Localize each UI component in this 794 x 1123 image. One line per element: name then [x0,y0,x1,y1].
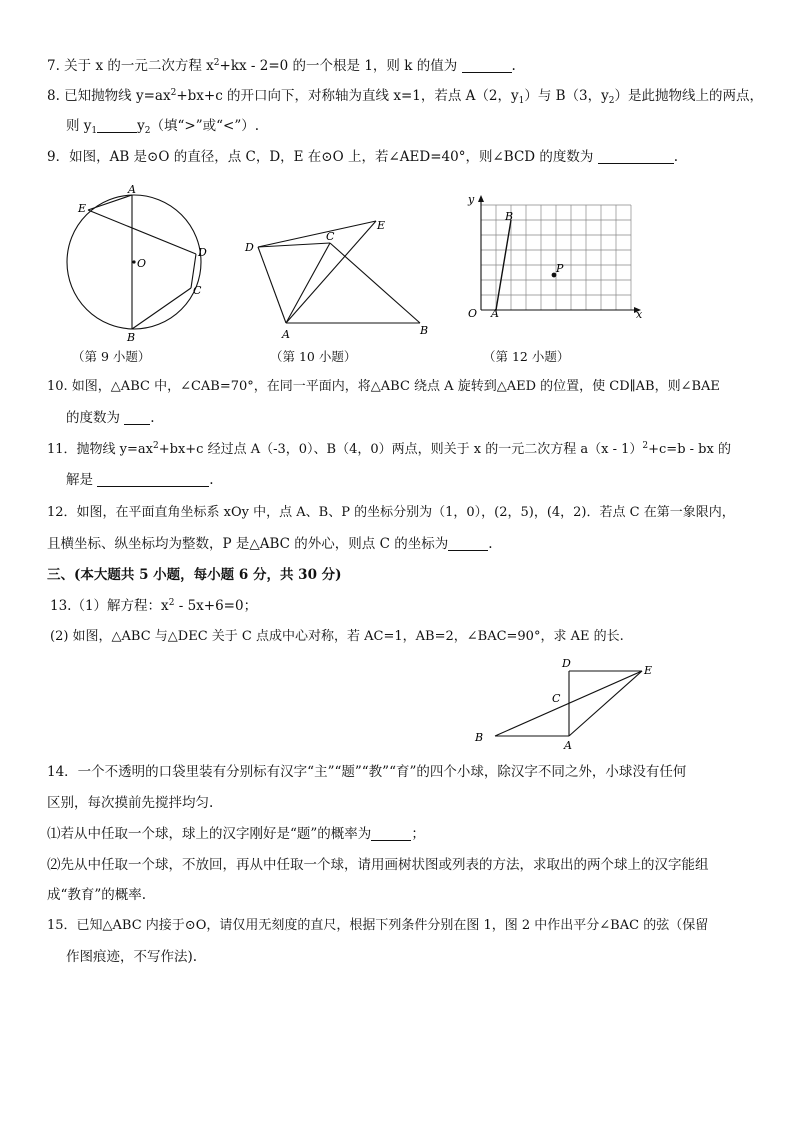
fig12-label-p: P [556,262,564,275]
fig10-label-d: D [245,241,254,254]
question-15-line-2: 作图痕迹，不写作法). [66,949,198,965]
fig13-label-b: B [475,731,484,744]
figure-9-circle [58,180,218,345]
fig10-label-a: A [282,328,290,341]
grid-lines [481,205,631,310]
fig13-label-d: D [562,657,571,670]
question-12-line-2: 且横坐标、纵坐标均为整数，P 是△ABC 的外心，则点 C 的坐标为 . [47,536,493,552]
question-11-line-1: 11．抛物线 $y=ax^2+bx+c$ 经过点 A（-3，0）、B（4，0）两点，则关于 x 的一元二次方程 a（x - 1）$^2$+c=b - bx 的 [47,441,731,457]
question-14-line-5: 成“教育”的概率. [47,887,147,903]
fig9-label-e: E [78,202,87,215]
question-13-line-1: 13.（1）解方程：$x^2 - 5x+6=0$； [50,598,258,614]
figure-13-symmetry [470,652,660,752]
answer-blank-10[interactable] [124,410,150,425]
fig9-label-d: D [198,246,207,259]
answer-blank-12[interactable] [448,536,488,551]
answer-blank-8[interactable] [97,118,137,133]
question-8-line-1: 8. 已知抛物线 $y=ax^2+bx+c$ 的开口向下，对称轴为直线 x=1，若点 A（2，$y_1$）与 B（3，$y_2$）是此抛物线上的两点， [47,88,764,106]
question-11-line-2: 解是 . [66,472,214,488]
question-14-line-1: 14．一个不透明的口袋里装有分别标有汉字“主”“题”“教”“育”的四个小球，除汉字不同之外，小球没有任何 [47,764,687,780]
caption-fig9: （第 9 小题） [72,349,151,364]
question-8-line-2: 则 $y_1$ $y_2$（填“>”或“<”）. [66,118,260,136]
question-10-line-2: 的度数为 . [66,410,155,426]
fig10-label-c: C [326,230,335,243]
caption-fig12: （第 12 小题） [483,349,570,364]
fig13-label-c: C [552,692,561,705]
question-14-line-4: ⑵先从中任取一个球，不放回，再从中任取一个球，请用画树状图或列表的方法，求取出的两个球上的汉字能组 [47,857,709,873]
fig13-label-a: A [564,739,572,752]
fig9-label-c: C [193,284,202,297]
answer-blank-14[interactable] [371,826,411,841]
caption-fig10: （第 10 小题） [270,349,357,364]
fig10-label-e: E [377,219,386,232]
question-14-line-3: ⑴若从中任取一个球，球上的汉字刚好是“题”的概率为 ； [47,826,425,842]
fig12-label-x: x [636,308,643,321]
section-3-heading: 三、(本大题共 5 小题，每小题 6 分，共 30 分) [47,567,342,583]
fig12-label-b: B [505,210,514,223]
figure-10-rotation [240,212,440,342]
question-12-line-1: 12．如图，在平面直角坐标系 xOy 中，点 A、B、P 的坐标分别为（1，0），(2，5)，(4，2)．若点 C 在第一象限内， [47,505,735,520]
answer-blank-9[interactable] [598,149,674,164]
fig9-label-b: B [127,331,136,344]
question-15-line-1: 15．已知△ABC 内接于⊙O，请仅用无刻度的直尺，根据下列条件分别在图 1，图 2 中作出平分∠BAC 的弦（保留 [47,918,709,933]
fig12-label-y: y [468,193,475,206]
fig9-label-o: O [137,257,147,270]
question-10-line-1: 10. 如图，△ABC 中，∠CAB=70°，在同一平面内，将△ABC 绕点 A 旋转到△AED 的位置，使 CD∥AB，则∠BAE [47,379,720,394]
question-14-line-2: 区别，每次摸前先搅拌均匀. [47,795,214,811]
question-9: 9．如图，AB 是⊙O 的直径，点 C，D，E 在⊙O 上，若∠AED=40°，则∠BCD 的度数为 . [47,149,678,165]
fig12-label-a: A [491,307,499,320]
fig9-label-a: A [128,183,136,196]
fig10-label-b: B [420,324,429,337]
answer-blank-11[interactable] [97,472,209,487]
answer-blank-7[interactable] [462,58,512,73]
fig12-label-o: O [468,307,478,320]
question-7: 7. 关于 x 的一元二次方程 $x^2+kx - 2=0$ 的一个根是 1，则 k 的值为 . [47,58,516,74]
figure-12-grid [458,192,648,324]
fig13-label-e: E [644,664,653,677]
question-13-line-2: (2) 如图，△ABC 与△DEC 关于 C 点成中心对称，若 AC=1，AB=2，∠BAC=90°，求 AE 的长. [50,629,624,644]
